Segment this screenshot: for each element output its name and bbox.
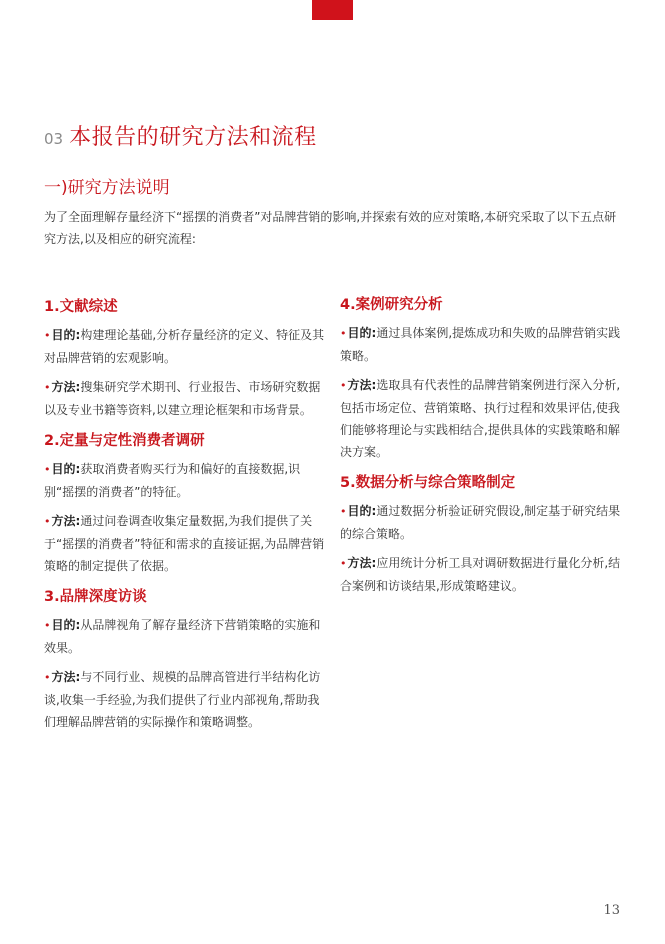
method-paragraph: [340, 552, 625, 597]
goal-label: 目的:: [347, 504, 377, 518]
header-accent-tab: [312, 0, 353, 20]
methods-column-right: [340, 292, 625, 604]
bullet-icon: •: [340, 557, 347, 570]
method-paragraph: [44, 376, 329, 421]
methods-column-left: [44, 294, 329, 740]
goal-paragraph: [44, 458, 329, 503]
bullet-icon: •: [44, 329, 51, 342]
goal-text: 通过具体案例,提炼成功和失败的品牌营销实践策略。: [340, 326, 621, 363]
section-title: 一)研究方法说明: [44, 178, 170, 198]
page-number: 13: [603, 903, 620, 918]
goal-text: 通过数据分析验证研究假设,制定基于研究结果的综合策略。: [340, 504, 621, 541]
method-paragraph: [44, 666, 329, 733]
method-text: 选取具有代表性的品牌营销案例进行深入分析,包括市场定位、营销策略、执行过程和效果评估,使我们能够将理论与实践相结合,提供具体的实践策略和解决方案。: [340, 378, 621, 459]
method-label: 方法:: [347, 378, 377, 392]
method-text: 应用统计分析工具对调研数据进行量化分析,结合案例和访谈结果,形成策略建议。: [340, 556, 621, 593]
goal-paragraph: [44, 614, 329, 659]
goal-text: 获取消费者购买行为和偏好的直接数据,识别“摇摆的消费者”的特征。: [44, 462, 301, 499]
goal-paragraph: [44, 324, 329, 369]
goal-label: 目的:: [51, 618, 81, 632]
goal-label: 目的:: [347, 326, 377, 340]
method-item-literature-review: [44, 294, 329, 421]
method-label: 方法:: [51, 380, 81, 394]
method-heading: 2.定量与定性消费者调研: [44, 433, 205, 449]
method-heading: 5.数据分析与综合策略制定: [340, 475, 516, 491]
method-item-consumer-survey: [44, 428, 329, 577]
goal-paragraph: [340, 322, 625, 367]
chapter-heading: [44, 120, 317, 152]
intro-paragraph: 为了全面理解存量经济下“摇摆的消费者”对品牌营销的影响,并探索有效的应对策略,本研究采取了以下五点研究方法,以及相应的研究流程:: [44, 210, 617, 246]
chapter-number: 03: [44, 130, 64, 148]
method-item-data-analysis: [340, 470, 625, 597]
method-label: 方法:: [347, 556, 377, 570]
bullet-icon: •: [44, 619, 51, 632]
method-paragraph: [340, 374, 625, 463]
bullet-icon: •: [44, 515, 51, 528]
goal-label: 目的:: [51, 462, 81, 476]
bullet-icon: •: [340, 505, 347, 518]
goal-label: 目的:: [51, 328, 81, 342]
goal-paragraph: [340, 500, 625, 545]
method-item-case-study: [340, 292, 625, 463]
bullet-icon: •: [340, 327, 347, 340]
method-heading: 4.案例研究分析: [340, 297, 443, 313]
method-heading: 1.文献综述: [44, 299, 118, 315]
method-paragraph: [44, 510, 329, 577]
bullet-icon: •: [44, 671, 51, 684]
bullet-icon: •: [44, 381, 51, 394]
method-text: 搜集研究学术期刊、行业报告、市场研究数据以及专业书籍等资料,以建立理论框架和市场背景。: [44, 380, 321, 417]
method-item-brand-interviews: [44, 584, 329, 733]
method-label: 方法:: [51, 670, 81, 684]
method-label: 方法:: [51, 514, 81, 528]
method-text: 通过问卷调查收集定量数据,为我们提供了关于“摇摆的消费者”特征和需求的直接证据,为品牌营销策略的制定提供了依据。: [44, 514, 325, 573]
bullet-icon: •: [340, 379, 347, 392]
goal-text: 从品牌视角了解存量经济下营销策略的实施和效果。: [44, 618, 321, 655]
goal-text: 构建理论基础,分析存量经济的定义、特征及其对品牌营销的宏观影响。: [44, 328, 325, 365]
method-text: 与不同行业、规模的品牌高管进行半结构化访谈,收集一手经验,为我们提供了行业内部视角,帮助我们理解品牌营销的实际操作和策略调整。: [44, 670, 321, 729]
chapter-title: 本报告的研究方法和流程: [69, 125, 317, 150]
method-heading: 3.品牌深度访谈: [44, 589, 147, 605]
bullet-icon: •: [44, 463, 51, 476]
